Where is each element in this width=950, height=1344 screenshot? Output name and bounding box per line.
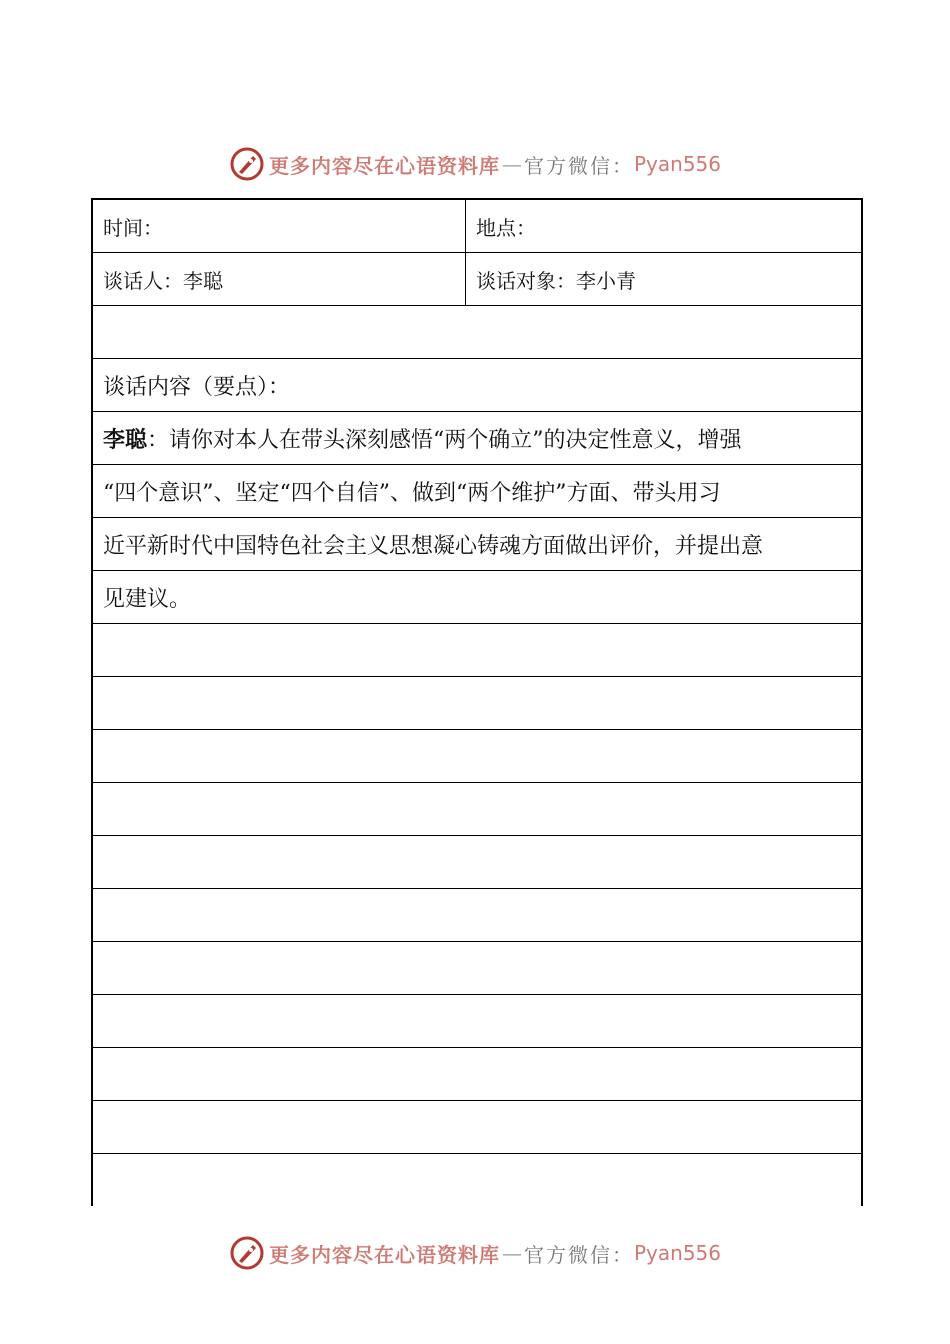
- blank-line[interactable]: [93, 889, 861, 942]
- blank-line[interactable]: [93, 783, 861, 836]
- content-line: [93, 412, 861, 465]
- place-field[interactable]: 地点：: [476, 215, 536, 240]
- form-row-time-place: [93, 200, 861, 253]
- target-field[interactable]: 谈话对象：李小青: [476, 268, 636, 293]
- content-label-row: [93, 359, 861, 412]
- content-line-1-text: ：请你对本人在带头深刻感悟“两个确立”的决定性意义，增强: [147, 427, 742, 453]
- banner-wechat-label: 官方微信：: [523, 1242, 634, 1267]
- pen-nib-logo-icon: [229, 146, 265, 182]
- banner-wechat-id: Pyan556: [633, 152, 721, 176]
- talk-record-form: [91, 198, 863, 1206]
- blank-line[interactable]: [93, 730, 861, 783]
- content-line-2: “四个意识”、坚定“四个自信”、做到“两个维护”方面、带头用习: [103, 480, 721, 506]
- pen-nib-logo-icon: [229, 1235, 265, 1271]
- content-line: [93, 571, 861, 624]
- blank-line[interactable]: [93, 836, 861, 889]
- content-line-4: 见建议。: [103, 586, 192, 612]
- content-line: [93, 465, 861, 518]
- blank-line[interactable]: [93, 942, 861, 995]
- banner-label: 更多内容尽在心语资料库: [268, 1242, 500, 1267]
- content-line-3: 近平新时代中国特色社会主义思想凝心铸魂方面做出评价，并提出意: [103, 533, 764, 559]
- content-label: 谈话内容（要点）：: [103, 374, 291, 400]
- form-row-participants: [93, 253, 861, 306]
- banner-label: 更多内容尽在心语资料库: [268, 153, 500, 178]
- speaker-field[interactable]: 谈话人：李聪: [93, 253, 466, 305]
- blank-line[interactable]: [93, 677, 861, 730]
- blank-line[interactable]: [93, 995, 861, 1048]
- speaker-name: 李聪: [103, 427, 148, 453]
- blank-line[interactable]: [93, 1154, 861, 1207]
- blank-line[interactable]: [93, 1101, 861, 1154]
- blank-line[interactable]: [93, 624, 861, 677]
- banner-dash: —: [501, 1241, 522, 1265]
- banner-wechat-id: Pyan556: [633, 1241, 721, 1265]
- footer-watermark: [0, 1233, 950, 1273]
- blank-row[interactable]: [93, 306, 861, 359]
- time-field[interactable]: 时间：: [93, 200, 466, 252]
- content-line-1: [93, 423, 742, 454]
- banner-dash: —: [501, 152, 522, 176]
- header-watermark: [0, 144, 950, 184]
- content-line: [93, 518, 861, 571]
- banner-wechat-label: 官方微信：: [523, 153, 634, 178]
- blank-line[interactable]: [93, 1048, 861, 1101]
